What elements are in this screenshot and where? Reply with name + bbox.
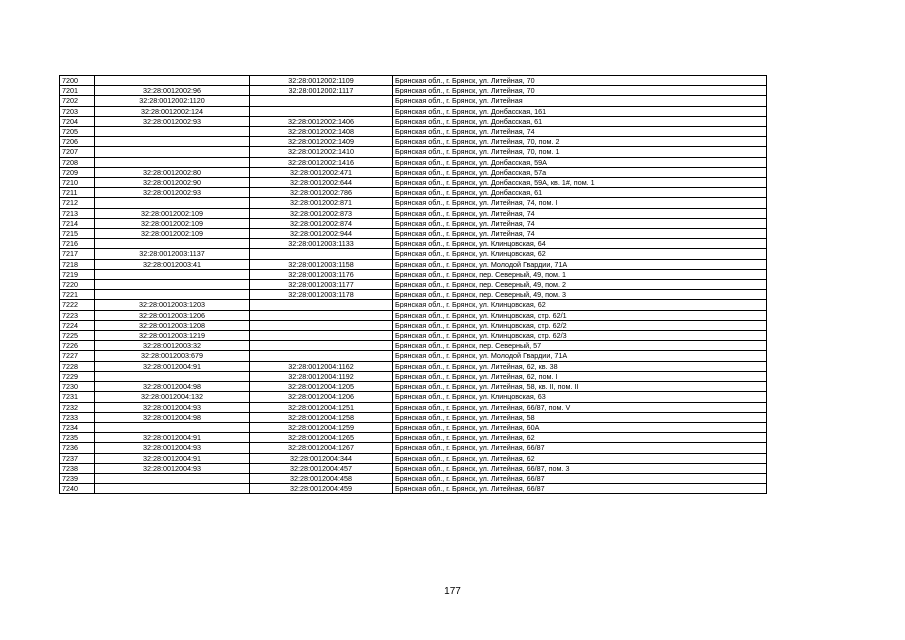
address-cell: Брянская обл., г. Брянск, пер. Северный, 49, пом. 1	[393, 269, 767, 279]
new-cadastral-number-cell: 32:28:0012002:1406	[250, 116, 393, 126]
new-cadastral-number-cell: 32:28:0012002:874	[250, 218, 393, 228]
table-row	[60, 453, 767, 463]
address-cell: Брянская обл., г. Брянск, ул. Клинцовская, 64	[393, 239, 767, 249]
table-row	[60, 280, 767, 290]
new-cadastral-number-cell: 32:28:0012002:1408	[250, 127, 393, 137]
address-cell: Брянская обл., г. Брянск, ул. Клинцовская, стр. 62/3	[393, 331, 767, 341]
address-cell: Брянская обл., г. Брянск, пер. Северный, 49, пом. 3	[393, 290, 767, 300]
address-cell: Брянская обл., г. Брянск, ул. Донбасская, 59А	[393, 157, 767, 167]
row-number-cell: 7240	[60, 484, 95, 494]
old-cadastral-number-cell	[95, 137, 250, 147]
row-number-cell: 7212	[60, 198, 95, 208]
new-cadastral-number-cell	[250, 96, 393, 106]
table-row	[60, 229, 767, 239]
row-number-cell: 7227	[60, 351, 95, 361]
new-cadastral-number-cell: 32:28:0012004:1267	[250, 443, 393, 453]
old-cadastral-number-cell: 32:28:0012002:93	[95, 188, 250, 198]
row-number-cell: 7236	[60, 443, 95, 453]
new-cadastral-number-cell: 32:28:0012002:871	[250, 198, 393, 208]
table-row	[60, 422, 767, 432]
old-cadastral-number-cell: 32:28:0012003:1219	[95, 331, 250, 341]
old-cadastral-number-cell	[95, 484, 250, 494]
new-cadastral-number-cell: 32:28:0012004:1205	[250, 382, 393, 392]
old-cadastral-number-cell: 32:28:0012003:1203	[95, 300, 250, 310]
old-cadastral-number-cell: 32:28:0012002:124	[95, 106, 250, 116]
table-row	[60, 167, 767, 177]
table-row	[60, 320, 767, 330]
table-row	[60, 188, 767, 198]
new-cadastral-number-cell: 32:28:0012002:873	[250, 208, 393, 218]
new-cadastral-number-cell: 32:28:0012002:1410	[250, 147, 393, 157]
row-number-cell: 7223	[60, 310, 95, 320]
row-number-cell: 7213	[60, 208, 95, 218]
new-cadastral-number-cell: 32:28:0012004:1251	[250, 402, 393, 412]
new-cadastral-number-cell: 32:28:0012002:644	[250, 178, 393, 188]
address-cell: Брянская обл., г. Брянск, ул. Литейная	[393, 96, 767, 106]
new-cadastral-number-cell: 32:28:0012003:1178	[250, 290, 393, 300]
old-cadastral-number-cell	[95, 280, 250, 290]
address-cell: Брянская обл., г. Брянск, ул. Литейная, 60А	[393, 422, 767, 432]
row-number-cell: 7239	[60, 473, 95, 483]
table-row	[60, 412, 767, 422]
address-cell: Брянская обл., г. Брянск, ул. Литейная, 62	[393, 433, 767, 443]
row-number-cell: 7231	[60, 392, 95, 402]
table-row	[60, 157, 767, 167]
new-cadastral-number-cell	[250, 300, 393, 310]
row-number-cell: 7221	[60, 290, 95, 300]
new-cadastral-number-cell: 32:28:0012004:1258	[250, 412, 393, 422]
row-number-cell: 7204	[60, 116, 95, 126]
table-row	[60, 392, 767, 402]
table-row	[60, 300, 767, 310]
row-number-cell: 7235	[60, 433, 95, 443]
row-number-cell: 7215	[60, 229, 95, 239]
new-cadastral-number-cell	[250, 331, 393, 341]
old-cadastral-number-cell	[95, 269, 250, 279]
new-cadastral-number-cell: 32:28:0012004:1192	[250, 371, 393, 381]
row-number-cell: 7205	[60, 127, 95, 137]
table-row	[60, 443, 767, 453]
table-row	[60, 239, 767, 249]
row-number-cell: 7200	[60, 76, 95, 86]
address-cell: Брянская обл., г. Брянск, ул. Клинцовская, 63	[393, 392, 767, 402]
address-cell: Брянская обл., г. Брянск, ул. Клинцовская, 62	[393, 300, 767, 310]
new-cadastral-number-cell: 32:28:0012002:1117	[250, 86, 393, 96]
old-cadastral-number-cell: 32:28:0012003:679	[95, 351, 250, 361]
address-cell: Брянская обл., г. Брянск, ул. Литейная, 74, пом. I	[393, 198, 767, 208]
address-cell: Брянская обл., г. Брянск, ул. Литейная, 66/87, пом. V	[393, 402, 767, 412]
row-number-cell: 7214	[60, 218, 95, 228]
row-number-cell: 7220	[60, 280, 95, 290]
old-cadastral-number-cell: 32:28:0012002:90	[95, 178, 250, 188]
row-number-cell: 7202	[60, 96, 95, 106]
address-cell: Брянская обл., г. Брянск, ул. Клинцовская, стр. 62/2	[393, 320, 767, 330]
row-number-cell: 7207	[60, 147, 95, 157]
old-cadastral-number-cell: 32:28:0012002:1120	[95, 96, 250, 106]
old-cadastral-number-cell: 32:28:0012004:93	[95, 443, 250, 453]
address-cell: Брянская обл., г. Брянск, ул. Клинцовская, 62	[393, 249, 767, 259]
old-cadastral-number-cell	[95, 371, 250, 381]
table-row	[60, 86, 767, 96]
old-cadastral-number-cell	[95, 127, 250, 137]
table-row	[60, 218, 767, 228]
new-cadastral-number-cell: 32:28:0012004:457	[250, 463, 393, 473]
table-row	[60, 249, 767, 259]
table-row	[60, 402, 767, 412]
old-cadastral-number-cell: 32:28:0012002:96	[95, 86, 250, 96]
table-row	[60, 106, 767, 116]
row-number-cell: 7229	[60, 371, 95, 381]
address-cell: Брянская обл., г. Брянск, ул. Литейная, 66/87, пом. 3	[393, 463, 767, 473]
address-cell: Брянская обл., г. Брянск, ул. Литейная, 58, кв. II, пом. II	[393, 382, 767, 392]
address-cell: Брянская обл., г. Брянск, ул. Молодой Гвардии, 71А	[393, 259, 767, 269]
new-cadastral-number-cell: 32:28:0012002:471	[250, 167, 393, 177]
page-number: 177	[444, 586, 461, 597]
registry-table-body	[60, 76, 767, 494]
address-cell: Брянская обл., г. Брянск, ул. Донбасская, 61	[393, 116, 767, 126]
old-cadastral-number-cell	[95, 198, 250, 208]
row-number-cell: 7201	[60, 86, 95, 96]
table-row	[60, 361, 767, 371]
row-number-cell: 7238	[60, 463, 95, 473]
registry-table	[59, 75, 767, 494]
table-row	[60, 331, 767, 341]
row-number-cell: 7222	[60, 300, 95, 310]
address-cell: Брянская обл., г. Брянск, ул. Донбасская, 59А, кв. 1#, пом. 1	[393, 178, 767, 188]
row-number-cell: 7216	[60, 239, 95, 249]
address-cell: Брянская обл., г. Брянск, ул. Литейная, 66/87	[393, 484, 767, 494]
old-cadastral-number-cell: 32:28:0012004:91	[95, 433, 250, 443]
new-cadastral-number-cell: 32:28:0012004:1206	[250, 392, 393, 402]
table-row	[60, 433, 767, 443]
old-cadastral-number-cell: 32:28:0012004:91	[95, 361, 250, 371]
address-cell: Брянская обл., г. Брянск, ул. Литейная, 70, пом. 2	[393, 137, 767, 147]
table-row	[60, 96, 767, 106]
row-number-cell: 7218	[60, 259, 95, 269]
row-number-cell: 7217	[60, 249, 95, 259]
new-cadastral-number-cell: 32:28:0012003:1158	[250, 259, 393, 269]
new-cadastral-number-cell	[250, 351, 393, 361]
row-number-cell: 7208	[60, 157, 95, 167]
table-row	[60, 463, 767, 473]
old-cadastral-number-cell: 32:28:0012004:93	[95, 463, 250, 473]
new-cadastral-number-cell: 32:28:0012004:1265	[250, 433, 393, 443]
table-row	[60, 290, 767, 300]
old-cadastral-number-cell: 32:28:0012004:91	[95, 453, 250, 463]
address-cell: Брянская обл., г. Брянск, пер. Северный, 57	[393, 341, 767, 351]
table-row	[60, 178, 767, 188]
new-cadastral-number-cell: 32:28:0012002:1409	[250, 137, 393, 147]
new-cadastral-number-cell: 32:28:0012003:1177	[250, 280, 393, 290]
old-cadastral-number-cell: 32:28:0012004:93	[95, 402, 250, 412]
table-row	[60, 473, 767, 483]
row-number-cell: 7210	[60, 178, 95, 188]
old-cadastral-number-cell: 32:28:0012003:1137	[95, 249, 250, 259]
old-cadastral-number-cell: 32:28:0012004:98	[95, 412, 250, 422]
row-number-cell: 7237	[60, 453, 95, 463]
table-row	[60, 147, 767, 157]
address-cell: Брянская обл., г. Брянск, пер. Северный, 49, пом. 2	[393, 280, 767, 290]
table-row	[60, 269, 767, 279]
address-cell: Брянская обл., г. Брянск, ул. Литейная, 62	[393, 453, 767, 463]
table-row	[60, 351, 767, 361]
address-cell: Брянская обл., г. Брянск, ул. Донбасская, 57а	[393, 167, 767, 177]
row-number-cell: 7225	[60, 331, 95, 341]
new-cadastral-number-cell	[250, 106, 393, 116]
row-number-cell: 7211	[60, 188, 95, 198]
new-cadastral-number-cell: 32:28:0012003:1176	[250, 269, 393, 279]
address-cell: Брянская обл., г. Брянск, ул. Литейная, 74	[393, 208, 767, 218]
new-cadastral-number-cell: 32:28:0012002:1416	[250, 157, 393, 167]
old-cadastral-number-cell: 32:28:0012002:109	[95, 218, 250, 228]
address-cell: Брянская обл., г. Брянск, ул. Литейная, 62, пом. I	[393, 371, 767, 381]
old-cadastral-number-cell	[95, 422, 250, 432]
address-cell: Брянская обл., г. Брянск, ул. Литейная, 70	[393, 86, 767, 96]
old-cadastral-number-cell: 32:28:0012004:132	[95, 392, 250, 402]
address-cell: Брянская обл., г. Брянск, ул. Литейная, 62, кв. 38	[393, 361, 767, 371]
row-number-cell: 7234	[60, 422, 95, 432]
old-cadastral-number-cell	[95, 76, 250, 86]
new-cadastral-number-cell: 32:28:0012002:786	[250, 188, 393, 198]
table-row	[60, 484, 767, 494]
table-row	[60, 127, 767, 137]
table-row	[60, 76, 767, 86]
old-cadastral-number-cell	[95, 157, 250, 167]
address-cell: Брянская обл., г. Брянск, ул. Литейная, 74	[393, 127, 767, 137]
row-number-cell: 7206	[60, 137, 95, 147]
new-cadastral-number-cell: 32:28:0012004:344	[250, 453, 393, 463]
address-cell: Брянская обл., г. Брянск, ул. Литейная, 66/87	[393, 473, 767, 483]
new-cadastral-number-cell: 32:28:0012002:944	[250, 229, 393, 239]
row-number-cell: 7219	[60, 269, 95, 279]
new-cadastral-number-cell: 32:28:0012004:458	[250, 473, 393, 483]
row-number-cell: 7233	[60, 412, 95, 422]
address-cell: Брянская обл., г. Брянск, ул. Литейная, 66/87	[393, 443, 767, 453]
old-cadastral-number-cell: 32:28:0012002:109	[95, 229, 250, 239]
row-number-cell: 7228	[60, 361, 95, 371]
row-number-cell: 7224	[60, 320, 95, 330]
address-cell: Брянская обл., г. Брянск, ул. Литейная, 70, пом. 1	[393, 147, 767, 157]
table-row	[60, 137, 767, 147]
table-row	[60, 116, 767, 126]
address-cell: Брянская обл., г. Брянск, ул. Донбасская, 161	[393, 106, 767, 116]
row-number-cell: 7203	[60, 106, 95, 116]
old-cadastral-number-cell: 32:28:0012003:1206	[95, 310, 250, 320]
old-cadastral-number-cell: 32:28:0012003:32	[95, 341, 250, 351]
new-cadastral-number-cell: 32:28:0012004:1259	[250, 422, 393, 432]
table-row	[60, 198, 767, 208]
old-cadastral-number-cell: 32:28:0012004:98	[95, 382, 250, 392]
row-number-cell: 7209	[60, 167, 95, 177]
address-cell: Брянская обл., г. Брянск, ул. Литейная, 74	[393, 218, 767, 228]
old-cadastral-number-cell: 32:28:0012003:41	[95, 259, 250, 269]
table-row	[60, 382, 767, 392]
new-cadastral-number-cell: 32:28:0012004:1162	[250, 361, 393, 371]
table-row	[60, 371, 767, 381]
new-cadastral-number-cell: 32:28:0012004:459	[250, 484, 393, 494]
new-cadastral-number-cell	[250, 310, 393, 320]
address-cell: Брянская обл., г. Брянск, ул. Литейная, 70	[393, 76, 767, 86]
address-cell: Брянская обл., г. Брянск, ул. Донбасская, 61	[393, 188, 767, 198]
row-number-cell: 7226	[60, 341, 95, 351]
new-cadastral-number-cell	[250, 320, 393, 330]
new-cadastral-number-cell	[250, 249, 393, 259]
old-cadastral-number-cell: 32:28:0012002:93	[95, 116, 250, 126]
table-row	[60, 310, 767, 320]
old-cadastral-number-cell: 32:28:0012002:80	[95, 167, 250, 177]
table-row	[60, 208, 767, 218]
new-cadastral-number-cell: 32:28:0012002:1109	[250, 76, 393, 86]
new-cadastral-number-cell: 32:28:0012003:1133	[250, 239, 393, 249]
old-cadastral-number-cell	[95, 290, 250, 300]
old-cadastral-number-cell	[95, 147, 250, 157]
address-cell: Брянская обл., г. Брянск, ул. Клинцовская, стр. 62/1	[393, 310, 767, 320]
address-cell: Брянская обл., г. Брянск, ул. Молодой Гвардии, 71А	[393, 351, 767, 361]
address-cell: Брянская обл., г. Брянск, ул. Литейная, 58	[393, 412, 767, 422]
new-cadastral-number-cell	[250, 341, 393, 351]
address-cell: Брянская обл., г. Брянск, ул. Литейная, 74	[393, 229, 767, 239]
old-cadastral-number-cell	[95, 239, 250, 249]
table-row	[60, 341, 767, 351]
row-number-cell: 7232	[60, 402, 95, 412]
old-cadastral-number-cell: 32:28:0012003:1208	[95, 320, 250, 330]
old-cadastral-number-cell: 32:28:0012002:109	[95, 208, 250, 218]
old-cadastral-number-cell	[95, 473, 250, 483]
table-row	[60, 259, 767, 269]
row-number-cell: 7230	[60, 382, 95, 392]
